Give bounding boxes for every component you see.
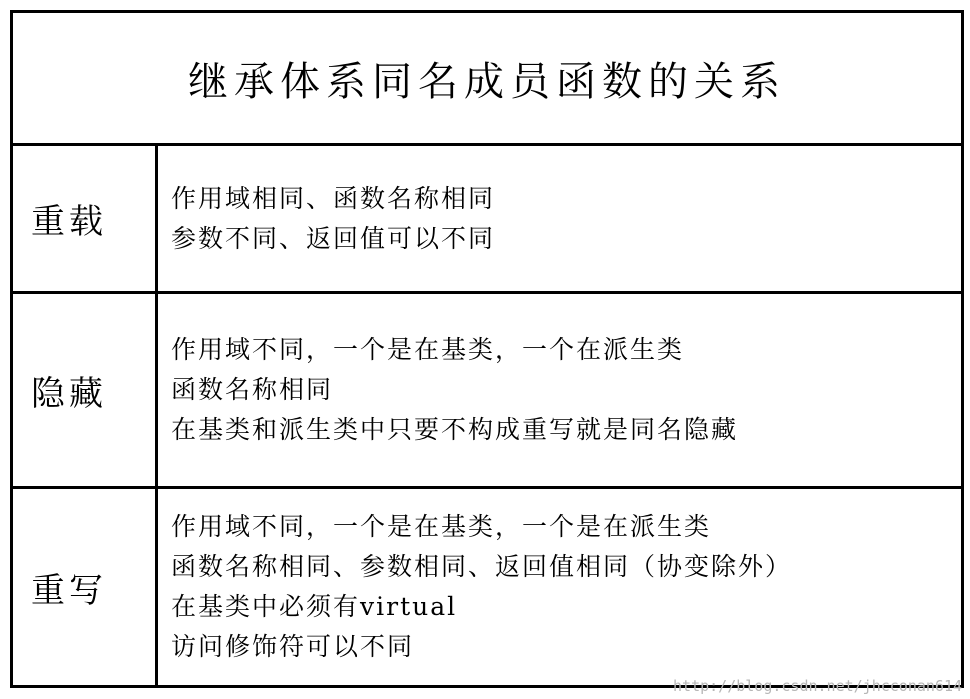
row-label-override: 重写 [13, 489, 158, 685]
row-line: 作用域不同，一个是在基类，一个是在派生类 [171, 512, 712, 541]
row-line: 作用域相同、函数名称相同 [171, 183, 496, 213]
row-label-overload: 重载 [13, 146, 158, 291]
table-row-hide [13, 294, 961, 489]
table-title: 继承体系同名成员函数的关系 [188, 58, 786, 105]
row-label-hide: 隐藏 [13, 294, 158, 486]
watermark: http://blog.csdn.net/jhcconan614 [673, 677, 962, 695]
row-line: 函数名称相同、参数相同、返回值相同（协变除外） [171, 552, 793, 581]
table-row-overload [13, 146, 961, 294]
table-row-override [13, 489, 961, 685]
row-content-hide [171, 294, 951, 486]
table-title-cell [13, 13, 961, 146]
row-content-override [171, 489, 951, 685]
row-line: 在基类和派生类中只要不构成重写就是同名隐藏 [171, 415, 739, 444]
row-line: 访问修饰符可以不同 [171, 632, 415, 661]
row-line: 函数名称相同 [171, 375, 334, 404]
relationship-table [10, 10, 964, 688]
row-line: 在基类中必须有virtual [171, 592, 458, 621]
row-content-overload [171, 146, 951, 291]
row-line: 作用域不同，一个是在基类，一个在派生类 [171, 335, 685, 364]
row-line: 参数不同、返回值可以不同 [171, 223, 496, 253]
